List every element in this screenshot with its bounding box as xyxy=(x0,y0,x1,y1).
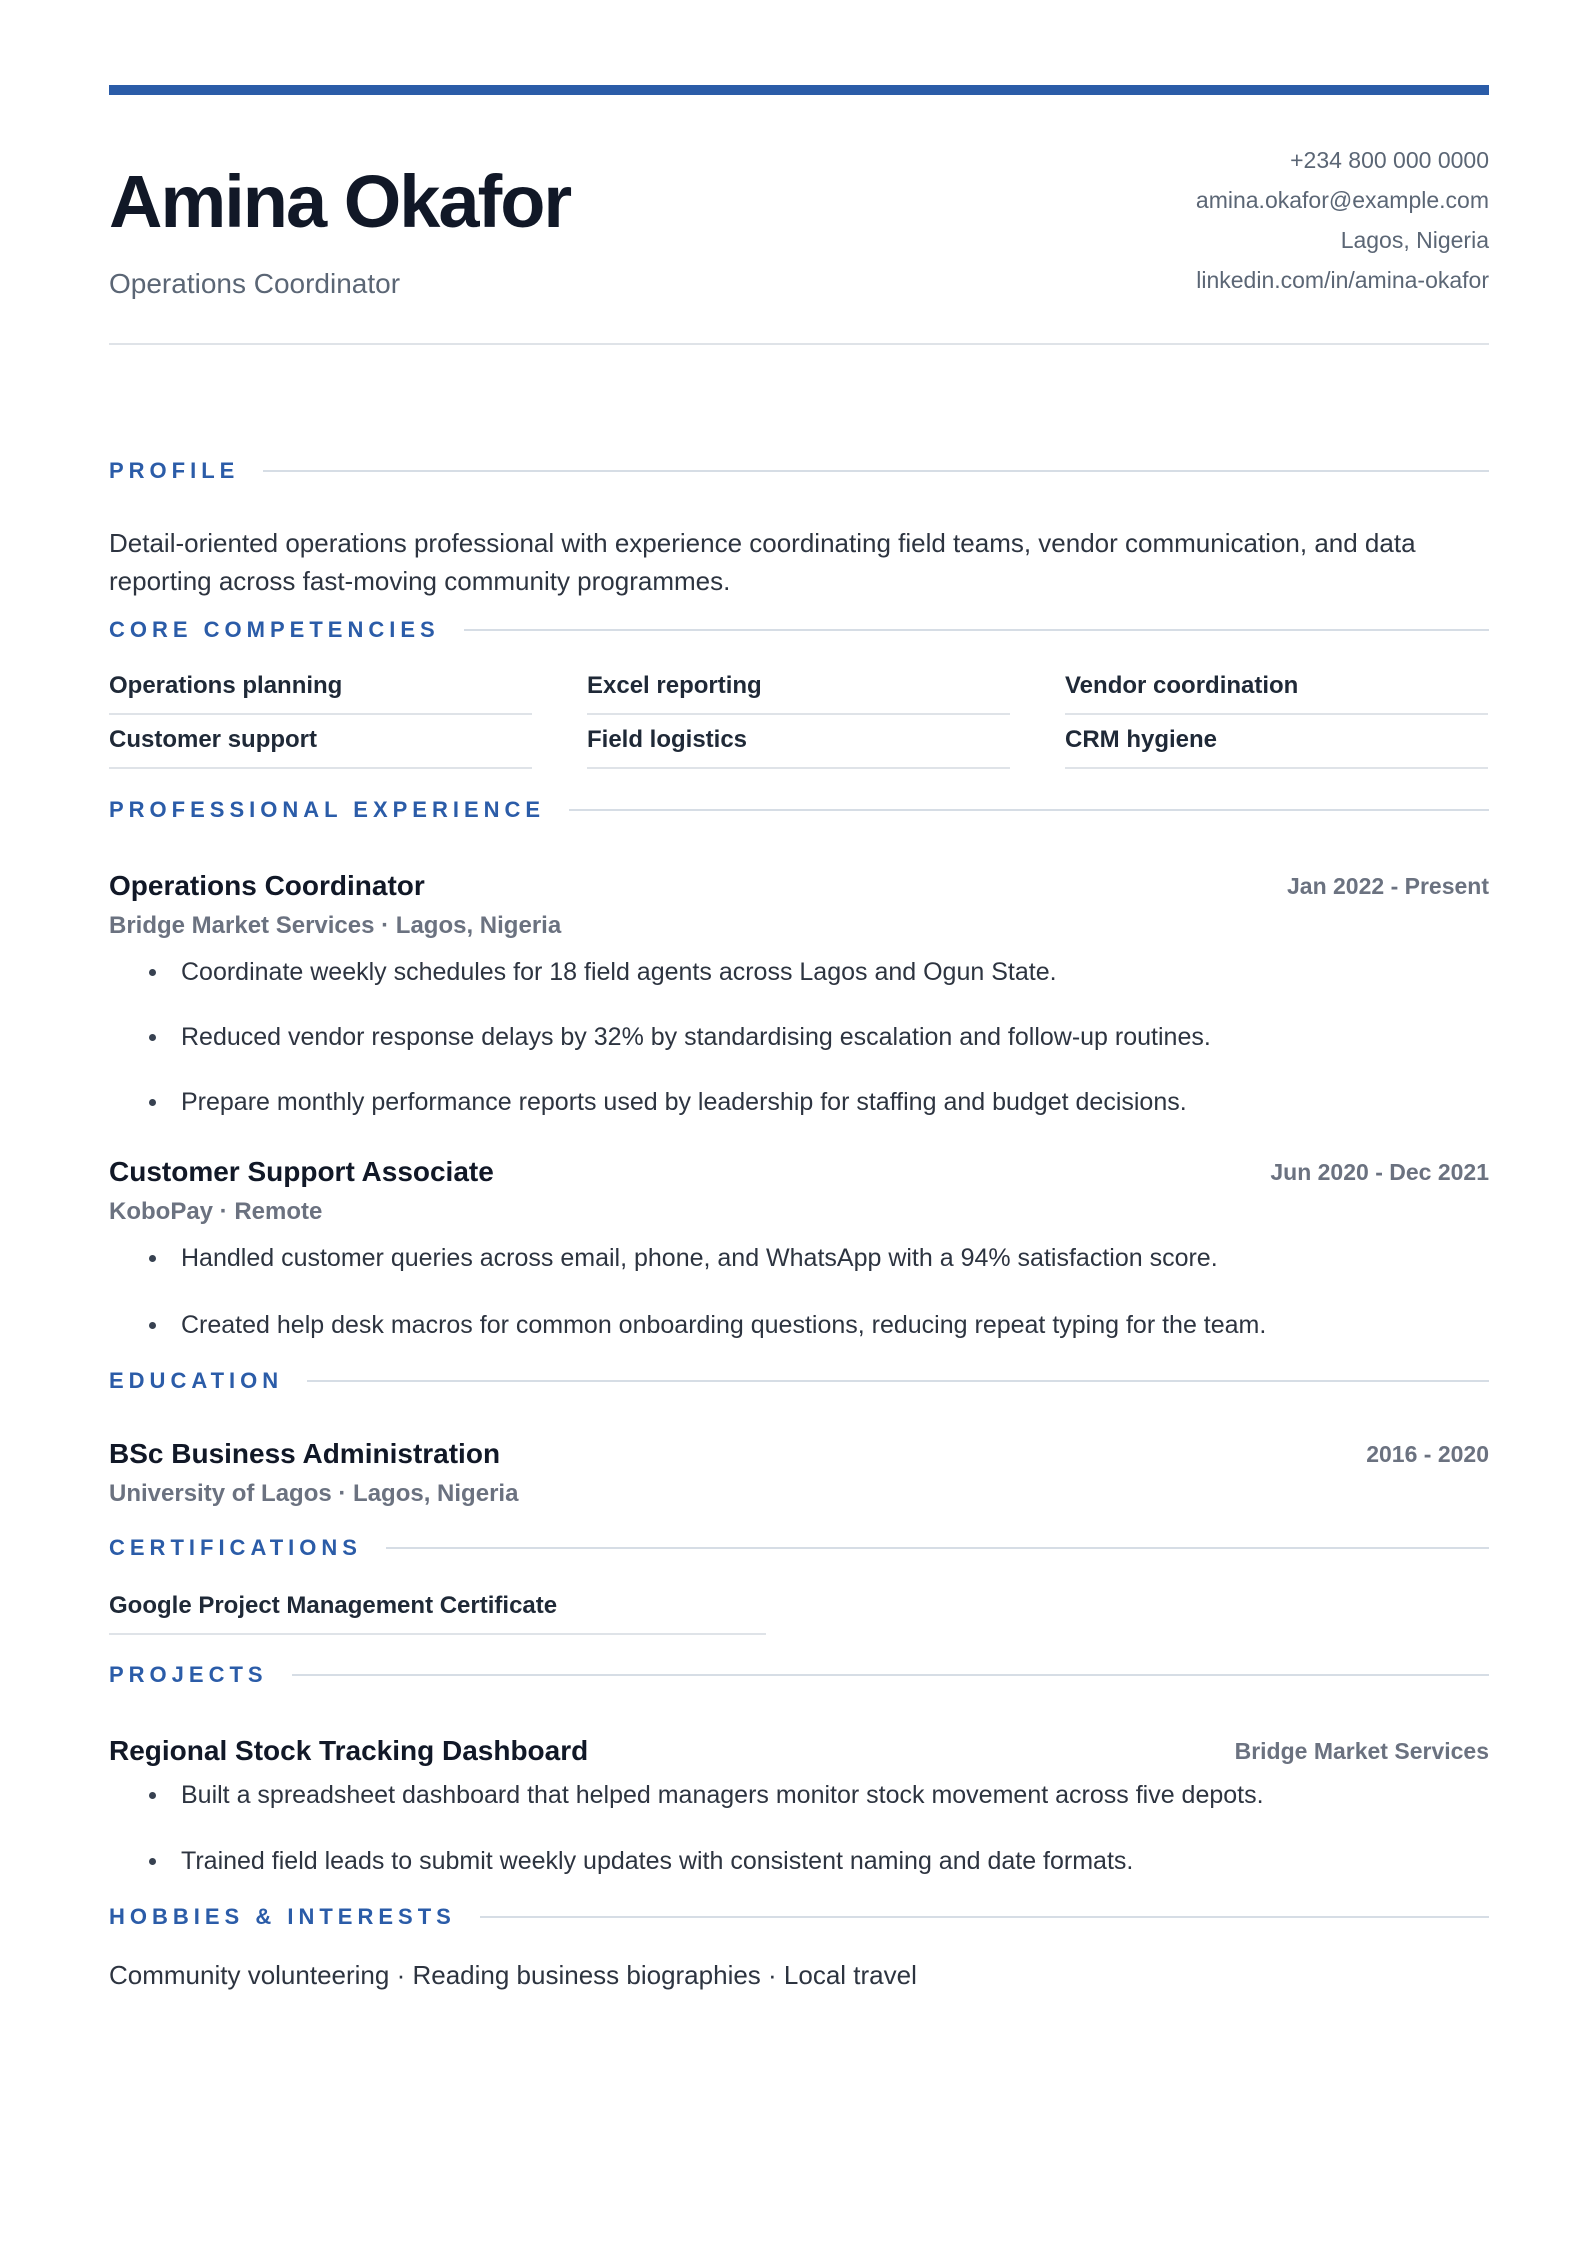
certifications-section xyxy=(109,1533,1489,1635)
competency-item: Customer support xyxy=(109,715,532,769)
accent-bar xyxy=(109,85,1489,95)
section-divider xyxy=(292,1674,1489,1676)
job-org: KoboPay · Remote xyxy=(109,1198,323,1225)
hobbies-text: Community volunteering · Reading business biographies · Local travel xyxy=(109,1960,917,1990)
job-org: Bridge Market Services · Lagos, Nigeria xyxy=(109,912,562,939)
competencies-heading: CORE COMPETENCIES xyxy=(109,617,440,642)
job-title: Operations Coordinator xyxy=(109,870,425,901)
contact-phone: +234 800 000 0000 xyxy=(1290,147,1489,173)
education-entry xyxy=(109,1436,1489,1512)
competency-item: Operations planning xyxy=(109,661,532,715)
competency-item: CRM hygiene xyxy=(1065,715,1488,769)
section-divider xyxy=(569,809,1489,811)
bullet-item: Prepare monthly performance reports used by leadership for staffing and budget decisions. xyxy=(109,1084,1489,1120)
hobbies-section xyxy=(109,1902,1489,1994)
projects-heading: PROJECTS xyxy=(109,1662,268,1687)
bullet-item: Handled customer queries across email, phone, and WhatsApp with a 94% satisfaction score. xyxy=(109,1240,1489,1276)
school-name: University of Lagos · Lagos, Nigeria xyxy=(109,1480,519,1507)
competency-item: Excel reporting xyxy=(587,661,1010,715)
competency-item: Vendor coordination xyxy=(1065,661,1488,715)
bullet-item: Created help desk macros for common onboarding questions, reducing repeat typing for the team. xyxy=(109,1307,1489,1343)
education-heading: EDUCATION xyxy=(109,1368,284,1393)
education-section xyxy=(109,1366,1489,1512)
header-divider xyxy=(109,343,1489,345)
profile-text: Detail-oriented operations professional with experience coordinating field teams, vendor communication, and data reporting across fast-moving community programmes. xyxy=(109,528,1416,596)
certification-item: Google Project Management Certificate xyxy=(109,1581,766,1635)
competency-item: Field logistics xyxy=(587,715,1010,769)
degree-title: BSc Business Administration xyxy=(109,1438,501,1469)
bullet-item: Trained field leads to submit weekly updates with consistent naming and date formats. xyxy=(109,1843,1489,1879)
project-title: Regional Stock Tracking Dashboard xyxy=(109,1735,589,1766)
candidate-name: Amina Okafor xyxy=(109,160,571,243)
hobbies-heading: HOBBIES & INTERESTS xyxy=(109,1904,456,1929)
certifications-heading: CERTIFICATIONS xyxy=(109,1535,362,1560)
job-entry xyxy=(109,1154,1489,1343)
contact-email: amina.okafor@example.com xyxy=(1195,187,1489,213)
bullet-item: Reduced vendor response delays by 32% by standardising escalation and follow-up routines. xyxy=(109,1019,1489,1055)
section-divider xyxy=(263,470,1489,472)
section-divider xyxy=(386,1547,1489,1549)
project-entry xyxy=(109,1733,1489,1879)
section-divider xyxy=(464,629,1489,631)
profile-section xyxy=(109,456,1489,600)
section-divider xyxy=(307,1380,1489,1382)
job-dates: Jan 2022 - Present xyxy=(1286,873,1489,899)
bullet-item: Built a spreadsheet dashboard that helped managers monitor stock movement across five depots. xyxy=(109,1777,1489,1813)
profile-heading: PROFILE xyxy=(109,458,240,483)
resume-header xyxy=(109,140,1489,345)
project-bullets xyxy=(109,1777,1489,1879)
project-org: Bridge Market Services xyxy=(1234,1738,1489,1764)
job-title: Customer Support Associate xyxy=(109,1156,494,1187)
job-dates: Jun 2020 - Dec 2021 xyxy=(1270,1159,1489,1185)
competencies-section xyxy=(109,615,1489,769)
candidate-title: Operations Coordinator xyxy=(109,268,401,299)
education-dates: 2016 - 2020 xyxy=(1366,1441,1489,1467)
job-bullets xyxy=(109,1240,1489,1343)
contact-linkedin: linkedin.com/in/amina-okafor xyxy=(1196,267,1489,293)
competencies-grid xyxy=(109,661,1489,769)
contact-block xyxy=(1196,140,1489,300)
job-entry xyxy=(109,868,1489,1120)
contact-location: Lagos, Nigeria xyxy=(1340,227,1489,253)
job-bullets xyxy=(109,954,1489,1120)
experience-section xyxy=(109,795,1489,1343)
experience-heading: PROFESSIONAL EXPERIENCE xyxy=(109,797,546,822)
projects-section xyxy=(109,1660,1489,1879)
section-divider xyxy=(480,1916,1489,1918)
bullet-item: Coordinate weekly schedules for 18 field agents across Lagos and Ogun State. xyxy=(109,954,1489,990)
